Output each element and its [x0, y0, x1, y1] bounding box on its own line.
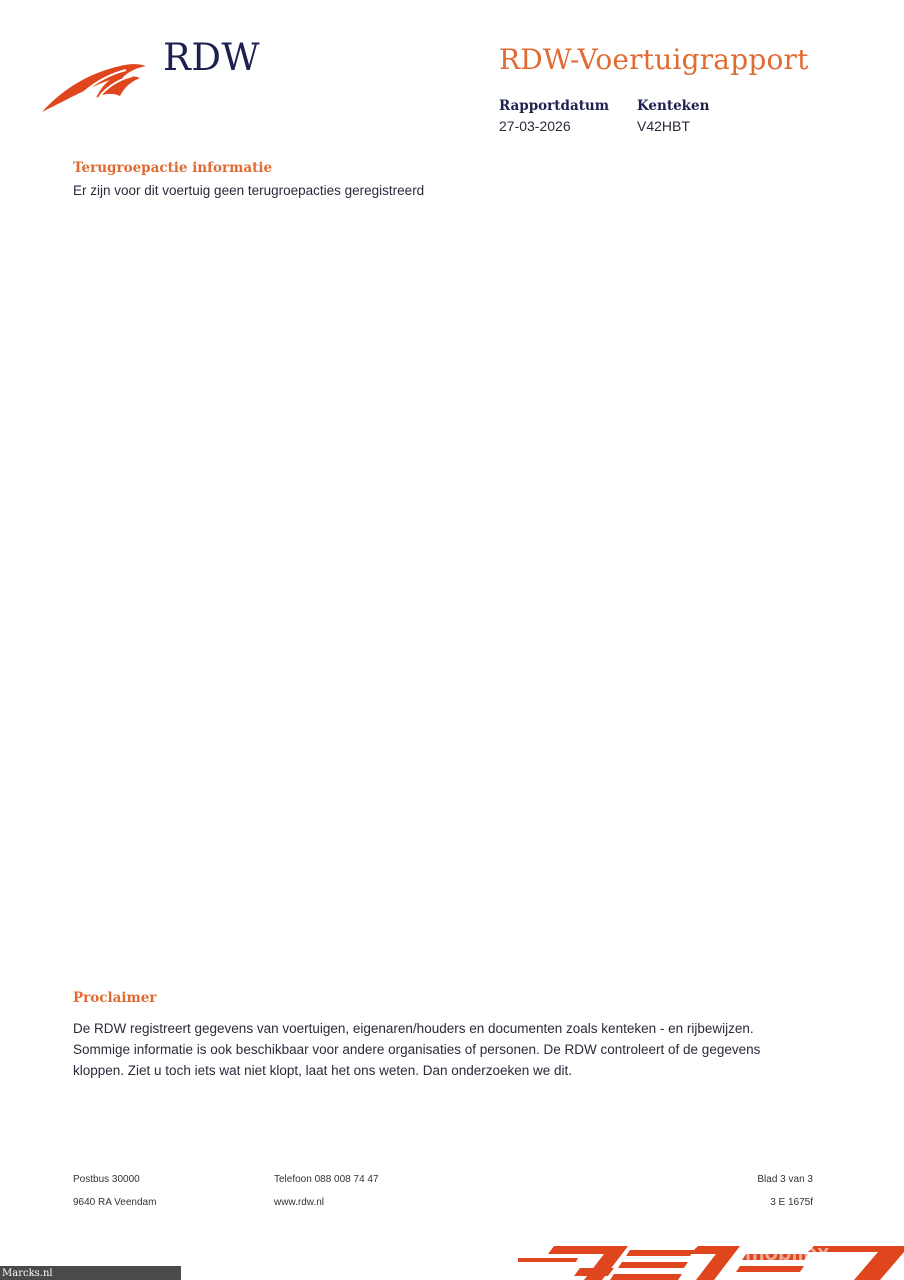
proclaimer-line: De RDW registreert gegevens van voertuigen, eigenaren/houders en documenten zoals kenteken - en rijbewijzen. [73, 1021, 754, 1036]
report-date-label: Rapportdatum [499, 98, 610, 114]
footer-document-code: 3 E 1675f [770, 1197, 813, 1208]
license-plate-label: Kenteken [637, 98, 710, 114]
footer-page-number: Blad 3 van 3 [757, 1174, 813, 1185]
recall-heading: Terugroepactie informatie [73, 160, 273, 176]
report-title: RDW-Voertuigrapport [499, 43, 809, 76]
recall-text: Er zijn voor dit voertuig geen terugroepacties geregistreerd [73, 183, 425, 198]
footer-website[interactable]: www.rdw.nl [274, 1197, 325, 1208]
footer-postcode: 9640 RA Veendam [73, 1197, 157, 1208]
footer-phone: Telefoon 088 008 74 47 [274, 1174, 379, 1185]
rdw-logo-wing-icon [40, 52, 150, 116]
license-plate-value: V42HBT [637, 118, 690, 134]
proclaimer-line: kloppen. Ziet u toch iets wat niet klopt, laat het ons weten. Dan onderzoeken we dit. [73, 1063, 573, 1078]
watermark-ghost-logo: mobilox [745, 1240, 830, 1265]
report-date-value: 27-03-2026 [499, 118, 571, 134]
footer-postbus: Postbus 30000 [73, 1174, 140, 1185]
proclaimer-line: Sommige informatie is ook beschikbaar voor andere organisaties of personen. De RDW controleert of de gegevens [73, 1042, 761, 1057]
watermark-text: Marcks.nl [2, 1268, 53, 1279]
proclaimer-heading: Proclaimer [73, 990, 157, 1006]
rdw-logo-text: RDW [163, 36, 261, 79]
proclaimer-body [73, 1018, 833, 1081]
decorative-stripes-icon [518, 1244, 904, 1280]
